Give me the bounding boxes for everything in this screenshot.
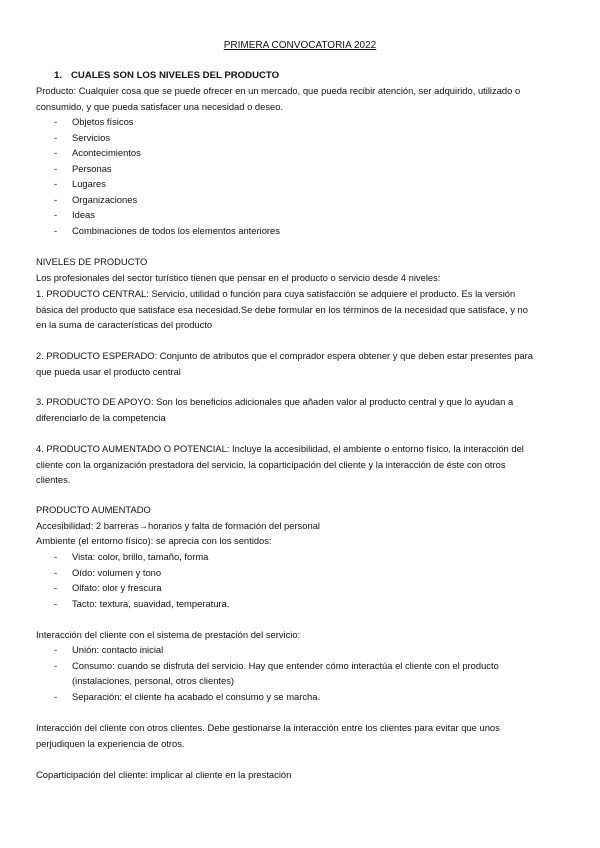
bullet-dash: - <box>54 690 58 702</box>
bullet-dash: - <box>54 162 58 174</box>
section-number: 1. <box>54 70 63 81</box>
list-item: - Organizaciones <box>54 192 564 208</box>
list-item: - Tacto: textura, suavidad, temperatura. <box>54 596 564 612</box>
bullet-dash: - <box>54 209 58 220</box>
bullet-dash: - <box>54 131 58 143</box>
list-item: - Vista: color, brillo, tamaño, forma <box>54 549 564 565</box>
bullet-dash: - <box>54 224 58 236</box>
list-item: - Consumo: cuando se disfruta del servicio. Hay que entender cómo interactúa el cliente con el producto (instalaciones, personal, otros clientes) <box>54 659 499 686</box>
accesibilidad-text: Accesibilidad: 2 barreras→horarios y falta de formación del personal <box>36 520 320 531</box>
bullet-dash: - <box>54 147 58 158</box>
sentidos-list <box>54 549 564 611</box>
bullet-dash: - <box>54 659 58 671</box>
bullet-dash: - <box>54 644 58 655</box>
list-item: - Servicios <box>54 130 564 146</box>
niveles-heading: NIVELES DE PRODUCTO <box>36 256 148 267</box>
producto-central: 1. PRODUCTO CENTRAL: Servicio, utilidad o función para cuya satisfacción se adquiere el producto. Es la versión básica del producto que satisface esa necesidad.Se debe formular en los términos de la necesidad que satisface, y no en la suma de características del producto <box>36 288 528 330</box>
otros-clientes-text: Interacción del cliente con otros clientes. Debe gestionarse la interacción entre los clientes para evitar que unos perjudiquen la experiencia de otros. <box>36 722 500 749</box>
list-item: - Lugares <box>54 176 564 192</box>
bullet-dash: - <box>54 582 58 593</box>
bullet-dash: - <box>54 597 58 609</box>
list-item: - Unión: contacto inicial <box>54 642 564 658</box>
list-item: - Olfato: olor y frescura <box>54 580 564 596</box>
list-item: - Oído: volumen y tono <box>54 565 564 581</box>
producto-esperado: 2. PRODUCTO ESPERADO: Conjunto de atributos que el comprador espera obtener y que deben estar presentes para que pueda usar el producto central <box>36 350 533 377</box>
niveles-intro: Los profesionales del sector turístico tienen que pensar en el producto o servicio desde 4 niveles: <box>36 272 441 283</box>
list-item: - Personas <box>54 161 564 177</box>
bullet-dash: - <box>54 193 58 205</box>
interaccion-list <box>54 642 564 704</box>
producto-apoyo: 3. PRODUCTO DE APOYO: Son los beneficios adicionales que añaden valor al producto central y que lo ayudan a diferenciarlo de la competencia <box>36 396 514 423</box>
definition-line: consumido, y que pueda satisfacer una necesidad o deseo. <box>36 100 284 112</box>
definition-line: Producto: Cualquier cosa que se puede ofrecer en un mercado, que pueda recibir atención, ser adquirido, utilizado o <box>36 85 521 96</box>
product-types-list <box>54 114 564 238</box>
bullet-dash: - <box>54 566 58 578</box>
bullet-dash: - <box>54 551 58 562</box>
list-item: - Ideas <box>54 207 564 223</box>
page-title: PRIMERA CONVOCATORIA 2022 <box>223 40 377 51</box>
list-item: - Acontecimientos <box>54 145 564 161</box>
aumentado-heading: PRODUCTO AUMENTADO <box>36 504 151 515</box>
list-item: - Objetos físicos <box>54 114 564 130</box>
list-item: - Combinaciones de todos los elementos anteriores <box>54 223 564 239</box>
product-definition <box>36 83 566 114</box>
bullet-dash: - <box>54 116 58 127</box>
list-item: - Separación: el cliente ha acabado el consumo y se marcha. <box>54 689 564 705</box>
producto-aumentado-potencial: 4. PRODUCTO AUMENTADO O POTENCIAL: Incluye la accesibilidad, el ambiente o entorno físico, la interacción del cliente con la organización prestadora del servicio, la coparticipación del cliente y la interacción de éste con otros clientes. <box>36 443 524 485</box>
ambiente-text: Ambiente (el entorno físico): se aprecia con los sentidos: <box>36 535 272 546</box>
section-heading <box>54 68 279 84</box>
coparticipacion-text: Coparticipación del cliente: implicar al cliente en la prestación <box>36 769 292 780</box>
interaccion-heading: Interacción del cliente con el sistema de prestación del servicio: <box>36 629 301 640</box>
bullet-dash: - <box>54 178 58 189</box>
section-heading-text: CUALES SON LOS NIVELES DEL PRODUCTO <box>71 70 280 81</box>
